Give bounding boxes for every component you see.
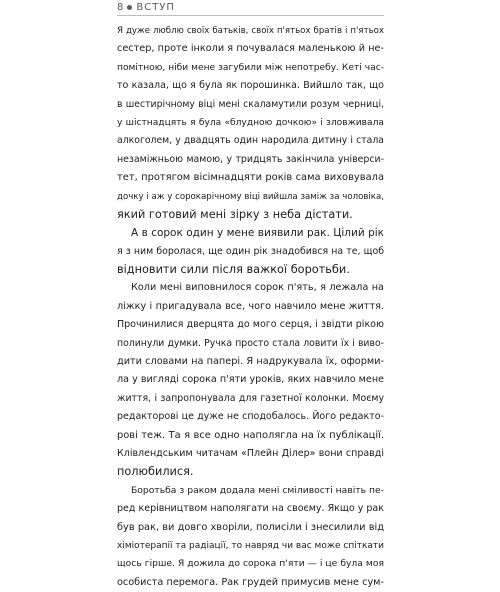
text-line: алкоголем, у двадцять один народила дитину і стала: [117, 135, 384, 147]
page-number: 8: [117, 1, 125, 13]
text-line: редакторові це дуже не сподобалось. Його редакто-: [117, 411, 384, 423]
text-line: особиста перемога. Рак грудей примусив мене сум-: [117, 576, 384, 588]
text-line: помітною, ніби мене загубили між непотребу. Кеті час-: [117, 62, 384, 73]
text-line: дити словами на папері. Я надрукувала їх, оформи-: [117, 356, 384, 368]
text-line: сестер, проте інколи я почувалася маленькою й не-: [117, 43, 384, 55]
text-line: тет, протягом вісімнадцяти років сама виховувала: [117, 172, 384, 184]
text-line: я з ним боролася, ще один рік знадобився на те, щоб: [117, 245, 384, 257]
text-line: ліжку і пригадувала все, чого навчило мене життя.: [117, 300, 384, 312]
text-line: у шістнадцять я була «блудною дочкою» і зловживала: [117, 117, 384, 128]
text-line: хіміотерапії та радіації, то навряд чи вас може спіткати: [117, 540, 384, 551]
text-line: дочку і аж у сорокарічному віці вийшла заміж за чоловіка,: [117, 191, 384, 202]
header-rule: [117, 15, 384, 16]
text-line: незаміжньою мамою, у тридцять закінчила універси-: [117, 153, 384, 165]
text-line: був рак, ви довго хворіли, полисіли і знесилили від: [117, 521, 384, 533]
text-line: полинули думки. Ручка просто стала ловити їх і виво-: [117, 337, 384, 349]
running-header: [117, 1, 175, 13]
text-line: Прочинилися дверцята до мого серця, і звідти рікою: [117, 319, 384, 331]
text-line: Я дуже люблю своїх батьків, своїх п'ятьох братів і п'ятьох: [117, 26, 384, 36]
text-line: Коли мені виповнилося сорок п'ять, я лежала на: [131, 282, 384, 294]
text-line: відновити сили після важкої боротьби.: [117, 263, 350, 277]
text-line: життя, і запропонувала для газетної колонки. Моєму: [117, 392, 384, 404]
text-line: полюбилися.: [117, 465, 194, 479]
text-line: ла у вигляді сорока п'яти уроків, яких навчило мене: [117, 374, 384, 386]
text-line: в шестирічному віці мені скаламутили розум черниці,: [117, 98, 384, 110]
text-line: Боротьба з раком додала мені сміливості навіть пе-: [131, 484, 384, 496]
bullet-separator-icon: [127, 5, 132, 10]
text-line: А в сорок один у мене виявили рак. Цілий рік: [131, 227, 384, 240]
text-line: рові теж. Та я все одно наполягла на їх публікації.: [117, 429, 384, 441]
text-line: Клівлендським читачам «Плейн Ділер» вони справді: [117, 447, 384, 459]
text-line: то казала, що я була як порошинка. Вийшло так, що: [117, 80, 384, 92]
body-text: [117, 22, 384, 592]
section-title: ВСТУП: [136, 1, 175, 13]
text-line: який готовий мені зірку з неба дістати.: [117, 207, 353, 221]
text-line: ред керівництвом наполягати на своєму. Якщо у рак: [117, 503, 384, 515]
text-line: щось гірше. Я дожила до сорока п'яти — і це була моя: [117, 558, 384, 570]
